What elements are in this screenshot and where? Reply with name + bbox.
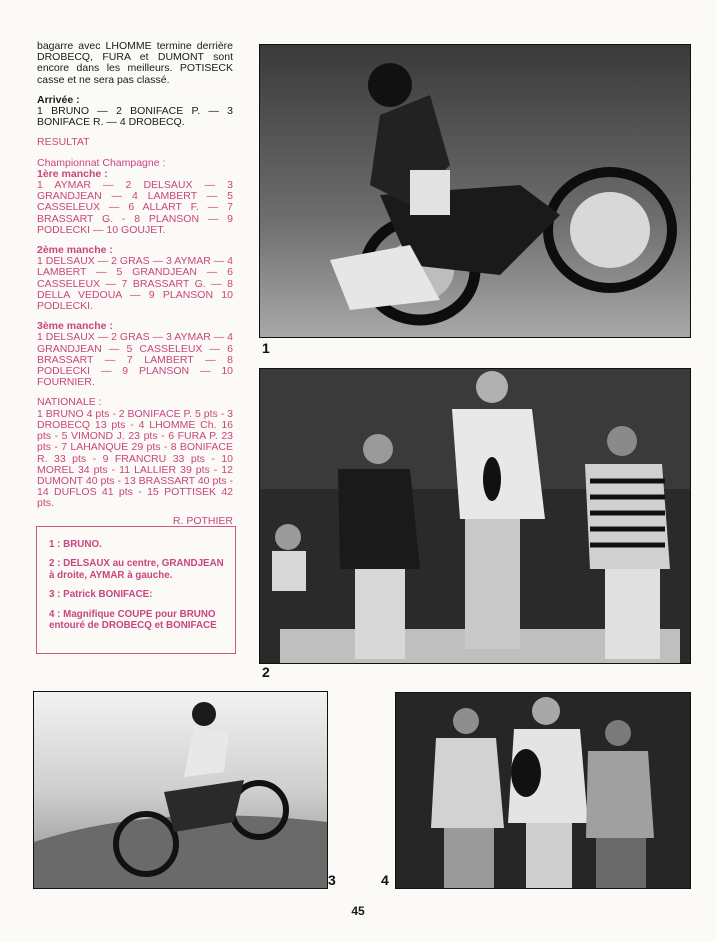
photo-number-4: 4 xyxy=(381,872,389,888)
manche2-section xyxy=(37,245,233,312)
caption-2: 2 : DELSAUX au centre, GRANDJEAN à droite, AYMAR à gauche. xyxy=(49,558,224,581)
photo-4-trophy xyxy=(395,692,691,889)
author-signature: R. POTHIER xyxy=(172,514,233,527)
championnat-section xyxy=(37,158,233,236)
caption-box xyxy=(36,526,236,654)
article-column xyxy=(37,41,233,527)
photo-number-3: 3 xyxy=(328,872,336,888)
intro-paragraph: bagarre avec LHOMME termine derrière DROBECQ, FURA et DUMONT sont encore dans les meilleurs. POTISECK casse et ne sera pas classé. xyxy=(37,40,233,86)
manche3-results: 1 DELSAUX — 2 GRAS — 3 AYMAR — 4 GRANDJEAN — 5 CASSELEUX — 6 BRASSART — 7 LAMBERT — 8 PODLECKI — 9 PLANSON — 10 FOURNIER. xyxy=(37,331,233,389)
nationale-section xyxy=(37,397,233,509)
arrivee-heading: Arrivée : xyxy=(37,93,80,106)
caption-4: 4 : Magnifique COUPE pour BRUNO entouré de DROBECQ et BONIFACE xyxy=(49,608,217,632)
photo-3-motocross xyxy=(33,691,328,889)
manche2-title: 2ème manche : xyxy=(37,244,113,257)
arrivee-text: 1 BRUNO — 2 BONIFACE P. — 3 BONIFACE R. — 4 DROBECQ. xyxy=(37,105,233,129)
manche3-title: 3ème manche : xyxy=(37,320,113,333)
championnat-heading: Championnat Champagne : xyxy=(37,156,166,169)
manche2-results: 1 DELSAUX — 2 GRAS — 3 AYMAR — 4 LAMBERT — 5 GRANDJEAN — 6 CASSELEUX — 7 BRASSART G. — 8 DELLA VEDOUA — 9 PLANSON 10 PODLECKI. xyxy=(37,255,233,313)
resultat-heading: RESULTAT xyxy=(37,136,90,149)
photo-number-2: 2 xyxy=(262,664,270,680)
photo-2-podium xyxy=(259,368,691,664)
manche3-section xyxy=(37,321,233,388)
caption-1: 1 : BRUNO. xyxy=(49,539,102,550)
arrivee-section xyxy=(37,95,233,129)
manche1-results: 1 AYMAR — 2 DELSAUX — 3 GRANDJEAN — 4 LAMBERT — 5 CASSELEUX — 6 ALLART F. — 7 BRASSART G. - 8 PLANSON — 9 PODLECKI — 10 GOUJET. xyxy=(37,179,233,236)
manche1-title: 1ère manche : xyxy=(37,167,108,180)
caption-3: 3 : Patrick BONIFACE: xyxy=(49,589,153,601)
photo-number-1: 1 xyxy=(262,340,270,356)
nationale-heading: NATIONALE : xyxy=(37,396,102,409)
page-number: 45 xyxy=(351,904,365,918)
nationale-results: 1 BRUNO 4 pts - 2 BONIFACE P. 5 pts - 3 DROBECQ 13 pts - 4 LHOMME Ch. 16 pts - 5 VIMOND J. 23 pts - 6 FURA P. 23 pts - 7 LAHANQUE 29 pts - 8 BONIFACE R. 33 pts - 9 FRANCRU 33 pts - 10 MOREL 34 pts - 11 LALLIER 39 pts - 12 DUMONT 40 pts - 13 BRASSART 40 pts - 14 DUFLOS 41 pts - 15 POTTISEK 42 pts. xyxy=(37,407,233,510)
photo-1-motocross-jump xyxy=(259,44,691,338)
